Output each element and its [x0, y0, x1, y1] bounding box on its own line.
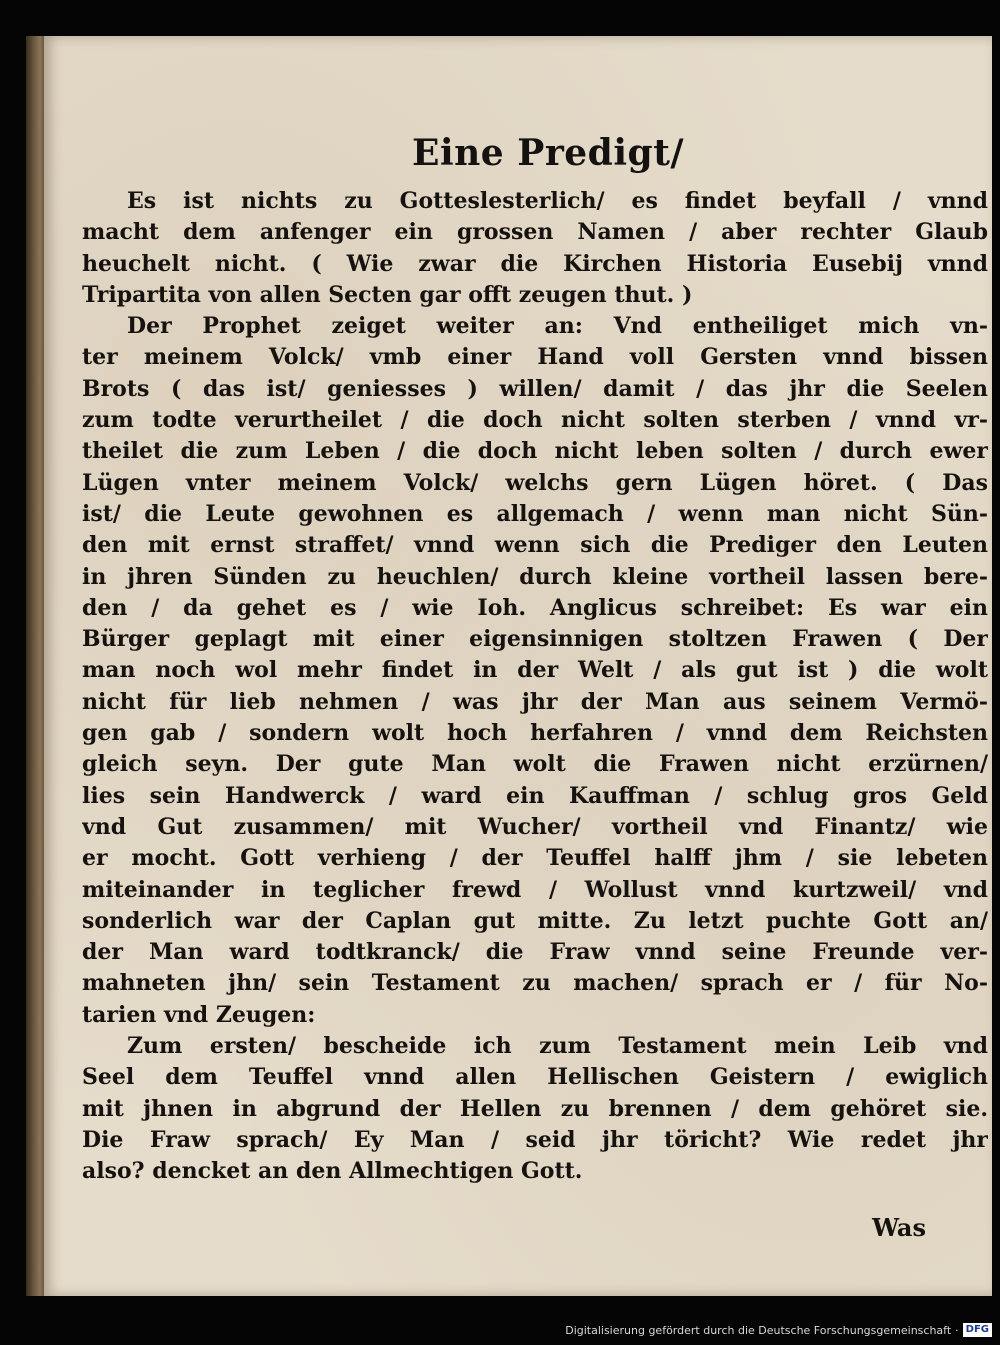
text-line: theilet die zum Leben / die doch nicht leben solten / durch ewer	[82, 438, 988, 465]
body-text	[82, 186, 988, 1188]
text-line: der Man ward todtkranck/ die Fraw vnnd seine Freunde ver-	[82, 939, 988, 966]
text-line: miteinander in teglicher frewd / Wollust vnnd kurtzweil/ vnd	[82, 876, 988, 903]
text-line: Seel dem Teuffel vnnd allen Hellischen Geistern / ewiglich	[82, 1064, 988, 1091]
text-line: also? dencket an den Allmechtigen Gott.	[82, 1158, 583, 1185]
text-line: Bürger geplagt mit einer eigensinnigen stoltzen Frawen ( Der	[82, 626, 988, 653]
text-line: macht dem anfenger ein grossen Namen / aber rechter Glaub	[82, 219, 988, 246]
text-line: man noch wol mehr findet in der Welt / als gut ist ) die wolt	[82, 657, 988, 684]
text-line: Es ist nichts zu Gotteslesterlich/ es findet beyfall / vnnd	[127, 188, 988, 214]
credit-text: Digitalisierung gefördert durch die Deutsche Forschungsgemeinschaft	[565, 1323, 952, 1337]
dfg-logo: DFG	[963, 1323, 992, 1337]
digitization-credit	[565, 1323, 992, 1337]
page-header: Eine Predigt/	[412, 132, 684, 174]
text-line: Die Fraw sprach/ Ey Man / seid jhr töricht? Wie redet jhr	[82, 1126, 988, 1153]
text-line: den mit ernst straffet/ vnnd wenn sich die Prediger den Leuten	[82, 532, 988, 559]
text-line: Lügen vnter meinem Volck/ welchs gern Lügen höret. ( Das	[82, 469, 988, 496]
text-line: in jhren Sünden zu heuchlen/ durch kleine vortheil lassen bere-	[82, 563, 988, 590]
text-line: mahneten jhn/ sein Testament zu machen/ sprach er / für No-	[82, 970, 988, 997]
text-line: Tripartita von allen Secten gar offt zeugen thut. )	[82, 281, 693, 308]
text-line: Der Prophet zeiget weiter an: Vnd entheiliget mich vn-	[127, 313, 988, 340]
catchword: Was	[872, 1213, 926, 1242]
text-line: mit jhnen in abgrund der Hellen zu brennen / dem gehöret sie.	[82, 1095, 988, 1122]
text-line: er mocht. Gott verhieng / der Teuffel halff jhm / sie lebeten	[82, 845, 988, 872]
book-edge	[26, 36, 46, 1296]
text-line: gleich seyn. Der gute Man wolt die Frawen nicht erzürnen/	[82, 751, 988, 778]
credit-separator: ·	[955, 1323, 959, 1337]
text-line: vnd Gut zusammen/ mit Wucher/ vortheil vnd Finantz/ wie	[82, 813, 988, 840]
text-line: ist/ die Leute gewohnen es allgemach / wenn man nicht Sün-	[82, 500, 988, 527]
text-line: nicht für lieb nehmen / was jhr der Man aus seinem Vermö-	[82, 688, 988, 715]
text-line: gen gab / sondern wolt hoch herfahren / vnnd dem Reichsten	[82, 720, 988, 747]
text-line: sonderlich war der Caplan gut mitte. Zu letzt puchte Gott an/	[82, 907, 988, 934]
book-page	[44, 36, 992, 1296]
text-line: Zum ersten/ bescheide ich zum Testament mein Leib vnd	[127, 1033, 988, 1060]
text-line: lies sein Handwerck / ward ein Kauffman / schlug gros Geld	[82, 782, 988, 809]
text-line: Brots ( das ist/ geniesses ) willen/ damit / das jhr die Seelen	[82, 375, 988, 402]
text-line: den / da gehet es / wie Ioh. Anglicus schreibet: Es war ein	[82, 594, 988, 621]
text-line: heuchelt nicht. ( Wie zwar die Kirchen Historia Eusebij vnnd	[82, 250, 988, 277]
text-line: zum todte verurtheilet / die doch nicht solten sterben / vnnd vr-	[82, 407, 988, 434]
text-line: ter meinem Volck/ vmb einer Hand voll Gersten vnnd bissen	[82, 344, 988, 371]
text-line: tarien vnd Zeugen:	[82, 1001, 316, 1028]
